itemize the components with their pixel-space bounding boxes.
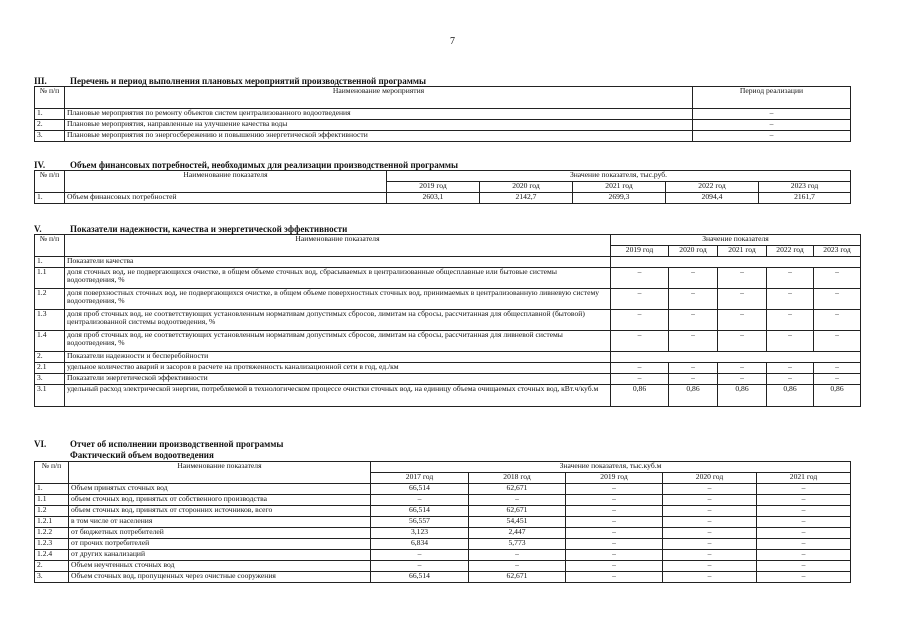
row-name: Плановые мероприятия по энергосбережению и повышению энергетической эффективности (65, 131, 693, 142)
row-no: 1. (35, 193, 65, 204)
year-header: 2020 год (480, 182, 573, 193)
row-value: – (669, 363, 718, 374)
table-row (35, 484, 851, 495)
year-header: 2022 год (767, 246, 814, 257)
col-header-no: № п/п (35, 235, 65, 257)
table-row (35, 517, 851, 528)
row-no: 1. (35, 484, 69, 495)
row-no: 1.3 (35, 310, 65, 331)
row-value: 0,86 (718, 385, 767, 407)
row-value: – (757, 561, 851, 572)
row-name: объем сточных вод, принятых от собственного производства (69, 495, 371, 506)
year-header: 2020 год (669, 246, 718, 257)
col-header-name: Наименование показателя (69, 462, 371, 484)
section-4-title: Объем финансовых потребностей, необходимых для реализации производственной программы (70, 160, 459, 170)
table-row (35, 572, 851, 583)
row-value: 5,773 (469, 539, 566, 550)
row-name: в том числе от населения (69, 517, 371, 528)
year-header: 2021 год (718, 246, 767, 257)
section-4-heading (34, 160, 458, 170)
section-6-title: Отчет об исполнении производственной программы (70, 439, 284, 449)
year-header: 2019 год (611, 246, 669, 257)
row-value: – (663, 517, 757, 528)
row-value: – (718, 374, 767, 385)
row-value: – (663, 506, 757, 517)
row-name: от других канализаций (69, 550, 371, 561)
table-row (35, 495, 851, 506)
section-5-title: Показатели надежности, качества и энергетической эффективности (70, 224, 348, 234)
row-no: 1.2 (35, 506, 69, 517)
row-value: – (814, 268, 861, 289)
row-value: – (611, 363, 669, 374)
row-period: – (693, 109, 851, 120)
table-indicators (34, 234, 861, 407)
table-row (35, 109, 851, 120)
col-header-no: № п/п (35, 462, 69, 484)
section-6-heading (34, 439, 283, 449)
row-value: 0,86 (669, 385, 718, 407)
row-no: 2. (35, 352, 65, 363)
row-no: 3.1 (35, 385, 65, 407)
section-4-number: IV. (34, 160, 46, 170)
row-value: – (469, 495, 566, 506)
row-value: 66,514 (371, 484, 469, 495)
row-name: Объем неучтенных сточных вод (69, 561, 371, 572)
row-name: доля проб сточных вод, не соответствующих установленным нормативам допустимых сбросов, лимитам на сбросы, рассчитанная для общесплавной (бытовой) централизованной системы водоотведения, % (65, 310, 611, 331)
table-row (35, 363, 861, 374)
row-name: Показатели надежности и бесперебойности (65, 352, 611, 363)
table-row (35, 193, 851, 204)
row-value: 2,447 (469, 528, 566, 539)
row-value: – (566, 572, 663, 583)
row-value: – (718, 268, 767, 289)
row-value: – (814, 310, 861, 331)
row-empty (611, 257, 861, 268)
row-value: 2603,1 (387, 193, 480, 204)
row-value: – (566, 539, 663, 550)
row-value: – (757, 572, 851, 583)
table-finance (34, 170, 851, 204)
row-value: – (566, 550, 663, 561)
table-row (35, 257, 861, 268)
row-value: – (767, 331, 814, 352)
row-value: – (371, 495, 469, 506)
col-header-name: Наименование показателя (65, 171, 387, 193)
row-value: – (663, 539, 757, 550)
row-value: – (757, 506, 851, 517)
row-value: – (611, 374, 669, 385)
row-name: от бюджетных потребителей (69, 528, 371, 539)
year-header: 2023 год (814, 246, 861, 257)
table-row (35, 352, 861, 363)
row-value: – (757, 517, 851, 528)
row-value: – (663, 550, 757, 561)
row-no: 2. (35, 120, 65, 131)
row-no: 2. (35, 561, 69, 572)
row-value: – (669, 331, 718, 352)
row-no: 1.2.3 (35, 539, 69, 550)
row-value: – (718, 363, 767, 374)
row-name: Плановые мероприятия по ремонту объектов систем централизованного водоотведения (65, 109, 693, 120)
row-empty (611, 352, 861, 363)
row-name: от прочих потребителей (69, 539, 371, 550)
year-header: 2019 год (566, 473, 663, 484)
row-value: – (767, 363, 814, 374)
row-value: 0,86 (814, 385, 861, 407)
section-6-subtitle: Фактический объем водоотведения (70, 450, 214, 460)
table-row (35, 331, 861, 352)
row-value: – (718, 289, 767, 310)
row-name: объем сточных вод, принятых от сторонних источников, всего (69, 506, 371, 517)
row-no: 1.2.4 (35, 550, 69, 561)
row-value: – (566, 561, 663, 572)
row-value: 62,671 (469, 572, 566, 583)
col-header-name: Наименование мероприятия (65, 87, 693, 109)
row-name: Объем сточных вод, пропущенных через очистные сооружения (69, 572, 371, 583)
row-value: – (566, 495, 663, 506)
table-row (35, 550, 851, 561)
year-header: 2019 год (387, 182, 480, 193)
row-value: 66,514 (371, 506, 469, 517)
section-3-title: Перечень и период выполнения плановых мероприятий производственной программы (70, 76, 427, 86)
row-value: – (611, 331, 669, 352)
row-value: – (566, 517, 663, 528)
year-header: 2021 год (573, 182, 666, 193)
row-value: – (611, 310, 669, 331)
row-value: – (814, 374, 861, 385)
row-value: – (611, 289, 669, 310)
row-no: 1.2 (35, 289, 65, 310)
row-value: – (814, 331, 861, 352)
row-no: 2.1 (35, 363, 65, 374)
row-name: Плановые мероприятия, направленные на улучшение качества воды (65, 120, 693, 131)
table-row (35, 506, 851, 517)
row-value: – (469, 561, 566, 572)
year-header: 2021 год (757, 473, 851, 484)
year-header: 2018 год (469, 473, 566, 484)
row-value: – (767, 289, 814, 310)
row-value: – (814, 363, 861, 374)
row-value: – (757, 495, 851, 506)
row-name: доля поверхностных сточных вод, не подвергающихся очистке, в общем объеме поверхностных сточных вод, принимаемых в централизованную ливневую систему водоотведения, % (65, 289, 611, 310)
row-value: – (767, 374, 814, 385)
row-name: Объем принятых сточных вод (69, 484, 371, 495)
row-value: – (757, 484, 851, 495)
row-value: 2094,4 (666, 193, 759, 204)
row-name: доля сточных вод, не подвергающихся очистке, в общем объеме сточных вод, сбрасываемых в централизованные общесплавные или бытовые системы водоотведения, % (65, 268, 611, 289)
col-header-period: Период реализации (693, 87, 851, 109)
year-header: 2017 год (371, 473, 469, 484)
table-activities (34, 86, 851, 142)
row-period: – (693, 131, 851, 142)
row-value: 0,86 (767, 385, 814, 407)
col-header-value: Значение показателя (611, 235, 861, 246)
row-value: – (767, 310, 814, 331)
row-value: – (669, 289, 718, 310)
row-value: – (669, 310, 718, 331)
row-value: 54,451 (469, 517, 566, 528)
row-value: – (371, 550, 469, 561)
year-header: 2022 год (666, 182, 759, 193)
table-row (35, 289, 861, 310)
col-header-no: № п/п (35, 171, 65, 193)
row-value: – (757, 528, 851, 539)
table-row (35, 539, 851, 550)
row-value: – (663, 528, 757, 539)
row-value: – (669, 268, 718, 289)
row-value: 62,671 (469, 484, 566, 495)
row-value: – (757, 550, 851, 561)
year-header: 2020 год (663, 473, 757, 484)
row-no: 1. (35, 257, 65, 268)
row-value: – (663, 572, 757, 583)
table-row (35, 385, 861, 407)
row-value: 2142,7 (480, 193, 573, 204)
row-value: – (663, 495, 757, 506)
row-value: – (757, 539, 851, 550)
row-name: удельный расход электрической энергии, потребляемой в технологическом процессе очистки сточных вод, на единицу объема очищаемых сточных вод, кВт.ч/куб.м (65, 385, 611, 407)
row-value: – (663, 561, 757, 572)
row-no: 1.2.1 (35, 517, 69, 528)
row-value: – (566, 484, 663, 495)
table-row (35, 268, 861, 289)
section-6-number: VI. (34, 439, 47, 449)
section-5-heading (34, 224, 347, 234)
row-value: – (767, 268, 814, 289)
row-value: – (469, 550, 566, 561)
row-value: 62,671 (469, 506, 566, 517)
col-header-no: № п/п (35, 87, 65, 109)
page-number: 7 (450, 36, 455, 47)
table-row (35, 131, 851, 142)
row-no: 1.2.2 (35, 528, 69, 539)
section-3-heading (34, 76, 426, 86)
row-value: – (566, 506, 663, 517)
row-value: – (718, 331, 767, 352)
table-row (35, 120, 851, 131)
table-row (35, 561, 851, 572)
col-header-value: Значение показателя, тыс.руб. (387, 171, 851, 182)
row-name: доля проб сточных вод, не соответствующих установленным нормативам допустимых сбросов, лимитам на сбросы, рассчитанная для ливневой системы водоотведения, % (65, 331, 611, 352)
row-value: – (566, 528, 663, 539)
section-5-number: V. (34, 224, 42, 234)
row-period: – (693, 120, 851, 131)
row-name: Показатели энергетической эффективности (65, 374, 611, 385)
row-no: 1.1 (35, 495, 69, 506)
row-value: 2699,3 (573, 193, 666, 204)
row-name: Объем финансовых потребностей (65, 193, 387, 204)
col-header-name: Наименование показателя (65, 235, 611, 257)
row-value: – (371, 561, 469, 572)
row-no: 3. (35, 131, 65, 142)
table-row (35, 310, 861, 331)
row-value: 2161,7 (759, 193, 851, 204)
table-wastewater (34, 461, 851, 583)
row-value: 56,557 (371, 517, 469, 528)
row-value: – (669, 374, 718, 385)
row-name: Показатели качества (65, 257, 611, 268)
table-row (35, 374, 861, 385)
row-value: 0,86 (611, 385, 669, 407)
row-no: 1. (35, 109, 65, 120)
year-header: 2023 год (759, 182, 851, 193)
table-row (35, 528, 851, 539)
row-value: – (718, 310, 767, 331)
col-header-value: Значение показателя, тыс.куб.м (371, 462, 851, 473)
row-value: 6,834 (371, 539, 469, 550)
row-value: – (663, 484, 757, 495)
row-no: 3. (35, 572, 69, 583)
row-value: 3,123 (371, 528, 469, 539)
row-no: 3. (35, 374, 65, 385)
section-3-number: III. (34, 76, 47, 86)
row-name: удельное количество аварий и засоров в расчете на протяженность канализационной сети в год, ед./км (65, 363, 611, 374)
row-value: – (611, 268, 669, 289)
row-value: – (814, 289, 861, 310)
row-no: 1.4 (35, 331, 65, 352)
row-value: 66,514 (371, 572, 469, 583)
row-no: 1.1 (35, 268, 65, 289)
